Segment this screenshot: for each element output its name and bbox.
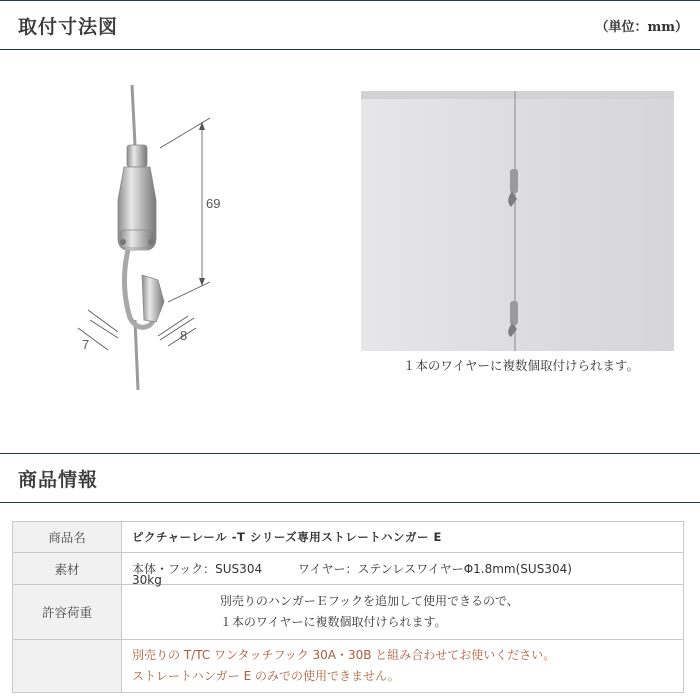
- load-description-line2: １本のワイヤーに複数個取付けられます。: [219, 615, 447, 629]
- dimension-7: 7: [82, 337, 90, 352]
- note-line2: ストレートハンガー E のみでの使用できません。: [132, 669, 400, 683]
- load-description: [220, 591, 519, 633]
- dimension-69: 69: [206, 196, 221, 211]
- product-info-section-header: [0, 453, 700, 503]
- hanger-dimension-drawing: [60, 70, 280, 410]
- dimension-8: 8: [180, 328, 188, 343]
- hanger-photo-lower: [508, 301, 518, 337]
- spec-value-name: ピクチャーレール -T シリーズ専用ストレートハンガー E: [122, 522, 684, 553]
- spec-label-note-empty: [13, 640, 122, 693]
- material-wire: ワイヤー：ステンレスワイヤーΦ1.8mm(SUS304): [297, 562, 572, 576]
- spec-row-note: [13, 640, 684, 693]
- hanger-photo-upper: [508, 169, 518, 207]
- material-body-hook: 本体・フック：SUS304: [132, 562, 263, 576]
- dimension-section-title: 取付寸法図: [18, 16, 119, 38]
- spec-row-load: [13, 585, 684, 640]
- unit-label: （単位：mm）: [595, 20, 688, 35]
- spec-row-name: [13, 522, 684, 553]
- spec-value-load: [122, 573, 684, 640]
- note-line1: 別売りの T/TC ワンタッチフック 30A・30B と組み合わせてお使いください。: [132, 648, 556, 662]
- load-capacity-value: 30kg: [132, 573, 162, 587]
- wire-photo-illustration: [361, 91, 674, 351]
- hanger-collar: [127, 145, 147, 167]
- product-info-section-title: 商品情報: [18, 469, 99, 491]
- spec-label-name: 商品名: [13, 522, 122, 553]
- spec-note: [122, 640, 684, 693]
- photo-caption: １本のワイヤーに複数個取付けられます。: [402, 358, 640, 373]
- load-description-line1: 別売りのハンガーＥフックを追加して使用できるので、: [219, 594, 519, 608]
- installation-photo: [361, 91, 674, 351]
- spec-label-material: 素材: [13, 553, 122, 585]
- wire-top: [132, 85, 135, 145]
- spec-label-load: 許容荷重: [13, 585, 122, 640]
- wire-bottom: [135, 320, 138, 390]
- product-spec-table: [12, 521, 684, 693]
- dimension-section-header: [0, 0, 700, 50]
- spec-row-material: [13, 553, 684, 585]
